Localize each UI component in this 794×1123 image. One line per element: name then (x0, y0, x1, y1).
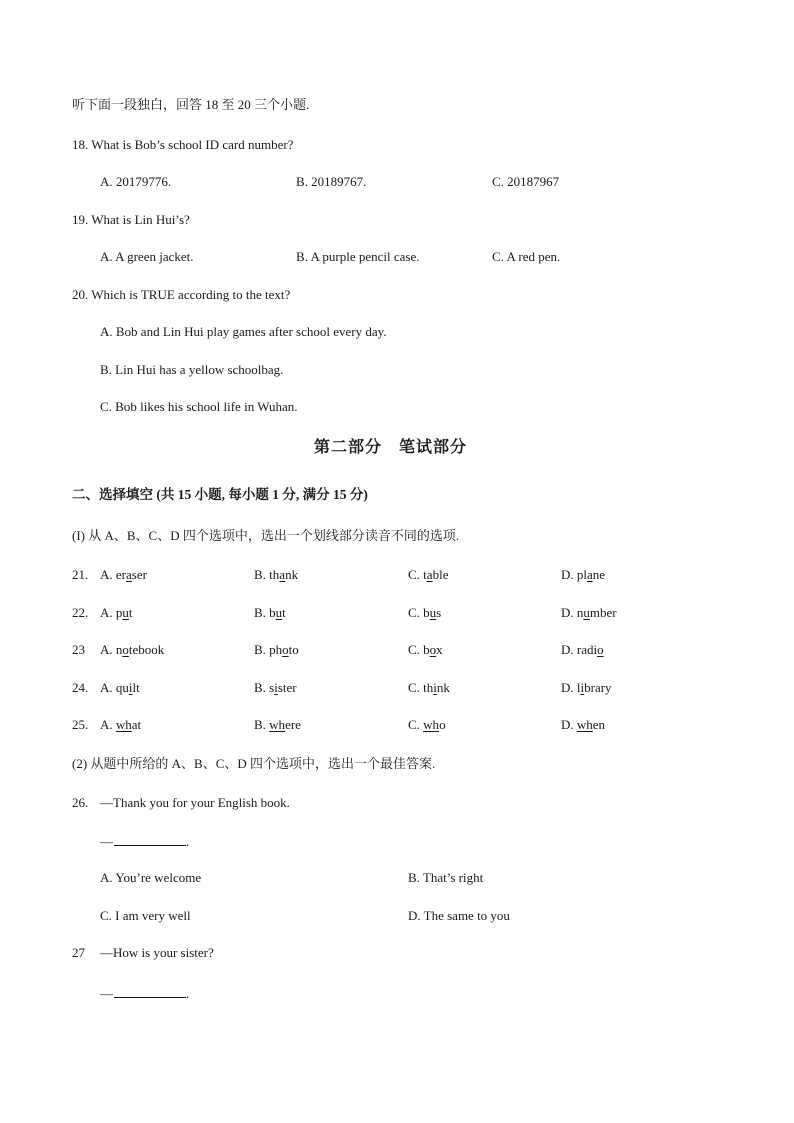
q19-option-c[interactable]: C. A red pen. (492, 249, 561, 264)
listening-instruction: 听下面一段独白，回答 18 至 20 三个小题. (72, 97, 310, 112)
option-text: mber (589, 605, 617, 620)
underlined-sound: o (282, 642, 289, 657)
underlined-sound: u (275, 605, 283, 620)
option-text: B. th (254, 567, 280, 582)
option-text: C. b (408, 642, 430, 657)
q27-stem: —How is your sister? (100, 945, 214, 960)
q20-stem: 20. Which is TRUE according to the text? (72, 287, 291, 302)
option-text: brary (584, 680, 612, 695)
sub-one-instruction: (I) 从 A、B、C、D 四个选项中，选出一个划线部分读音不同的选项. (72, 528, 460, 543)
q26-number: 26. (72, 795, 89, 810)
phonics-q23-option-d[interactable] (561, 642, 604, 658)
phonics-q21-option-b[interactable] (254, 567, 298, 583)
underlined-sound: u (583, 605, 590, 620)
underlined-sound: i (128, 680, 133, 695)
option-text: nk (436, 680, 450, 695)
phonics-number-23: 23 (72, 642, 85, 657)
q20-option-a[interactable]: A. Bob and Lin Hui play games after school every day. (100, 324, 387, 339)
option-text: A. qu (100, 680, 129, 695)
option-text: D. (561, 717, 577, 732)
option-text: to (288, 642, 299, 657)
underlined-sound: a (426, 567, 433, 582)
phonics-q25-option-a[interactable] (100, 717, 141, 733)
underlined-sound: wh (423, 717, 440, 732)
q26-option-d[interactable]: D. The same to you (408, 908, 510, 923)
option-text: A. (100, 717, 116, 732)
q18-option-c[interactable]: C. 20187967 (492, 174, 560, 189)
underlined-sound: wh (115, 717, 132, 732)
q27-dash: — (100, 986, 113, 1001)
q18-stem: 18. What is Bob’s school ID card number? (72, 137, 294, 152)
phonics-q22-option-d[interactable] (561, 605, 617, 621)
phonics-q21-option-d[interactable] (561, 567, 605, 583)
q18-option-b[interactable]: B. 20189767. (296, 174, 367, 189)
option-text: x (436, 642, 443, 657)
option-text: o (439, 717, 446, 732)
option-text: tebook (128, 642, 165, 657)
option-text: s (436, 605, 442, 620)
underlined-sound: u (429, 605, 437, 620)
phonics-number-24: 24. (72, 680, 89, 695)
underlined-sound: o (429, 642, 437, 657)
option-text: B. s (254, 680, 275, 695)
q19-option-b[interactable]: B. A purple pencil case. (296, 249, 420, 264)
option-text: ser (131, 567, 147, 582)
option-text: a (126, 567, 132, 582)
option-text: t (282, 605, 286, 620)
q26-blank-line[interactable] (114, 833, 186, 846)
phonics-q24-option-b[interactable] (254, 680, 297, 696)
phonics-q23-option-b[interactable] (254, 642, 299, 658)
phonics-q22-option-a[interactable] (100, 605, 133, 621)
option-text: lt (132, 680, 140, 695)
phonics-q24-option-c[interactable] (408, 680, 450, 696)
underlined-sound: a (279, 567, 286, 582)
underlined-sound: wh (269, 717, 286, 732)
q26-option-a[interactable]: A. You’re welcome (100, 870, 202, 885)
underlined-sound: er (115, 567, 126, 582)
underlined-sound: o (122, 642, 129, 657)
sub-two-instruction: (2) 从题中所给的 A、B、C、D 四个选项中，选出一个最佳答案. (72, 756, 436, 771)
underlined-sound: a (587, 567, 593, 582)
underlined-sound: u (122, 605, 129, 620)
q19-option-a[interactable]: A. A green jacket. (100, 249, 194, 264)
underlined-sound: i (580, 680, 585, 695)
q27-answer-blank[interactable] (100, 985, 189, 1002)
underlined-sound: wh (576, 717, 593, 732)
option-text: at (131, 717, 142, 732)
q26-option-c[interactable]: C. I am very well (100, 908, 191, 923)
phonics-number-25: 25. (72, 717, 89, 732)
option-text: A. p (100, 605, 123, 620)
option-text: en (592, 717, 606, 732)
option-text: C. t (408, 567, 427, 582)
q27-dot: . (186, 986, 190, 1001)
underlined-sound: i (433, 680, 437, 695)
option-text: D. pl (561, 567, 587, 582)
q27-blank-line[interactable] (114, 985, 186, 998)
q26-dash: — (100, 834, 113, 849)
option-text: nk (285, 567, 299, 582)
option-text: C. b (408, 605, 430, 620)
option-text: D. radi (561, 642, 598, 657)
phonics-q25-option-b[interactable] (254, 717, 301, 733)
option-text: ble (432, 567, 449, 582)
q27-number: 27 (72, 945, 85, 960)
phonics-q25-option-d[interactable] (561, 717, 605, 733)
q20-option-c[interactable]: C. Bob likes his school life in Wuhan. (100, 399, 298, 414)
q19-stem: 19. What is Lin Hui’s? (72, 212, 190, 227)
phonics-q22-option-c[interactable] (408, 605, 441, 621)
underlined-sound: o (597, 642, 604, 657)
phonics-q22-option-b[interactable] (254, 605, 286, 621)
option-text: B. (254, 717, 270, 732)
phonics-q21-option-a[interactable] (100, 567, 147, 583)
option-text: C. (408, 717, 424, 732)
phonics-q24-option-d[interactable] (561, 680, 612, 696)
section-two-title: 二、选择填空 (共 15 小题, 每小题 1 分, 满分 15 分) (72, 487, 368, 502)
phonics-q23-option-a[interactable] (100, 642, 164, 658)
q20-option-b[interactable]: B. Lin Hui has a yellow schoolbag. (100, 362, 284, 377)
option-text: C. th (408, 680, 434, 695)
phonics-q24-option-a[interactable] (100, 680, 140, 696)
q26-answer-blank[interactable] (100, 833, 189, 850)
q26-option-b[interactable]: B. That’s right (408, 870, 484, 885)
option-text: B. b (254, 605, 276, 620)
phonics-number-21: 21. (72, 567, 89, 582)
option-text: B. ph (254, 642, 283, 657)
option-text: D. n (561, 605, 584, 620)
option-text: A. (100, 567, 116, 582)
option-text: ne (592, 567, 606, 582)
phonics-q25-option-c[interactable] (408, 717, 446, 733)
part-two-title: 第二部分 笔试部分 (314, 439, 468, 456)
q26-dot: . (186, 834, 190, 849)
option-text: ster (277, 680, 297, 695)
option-text: D. l (561, 680, 581, 695)
q26-stem: —Thank you for your English book. (100, 795, 290, 810)
option-text: A. n (100, 642, 123, 657)
underlined-sound: i (274, 680, 278, 695)
option-text: ere (285, 717, 301, 732)
phonics-number-22: 22. (72, 605, 89, 620)
phonics-q23-option-c[interactable] (408, 642, 443, 658)
option-text: t (128, 605, 133, 620)
phonics-q21-option-c[interactable] (408, 567, 448, 583)
q18-option-a[interactable]: A. 20179776. (100, 174, 172, 189)
